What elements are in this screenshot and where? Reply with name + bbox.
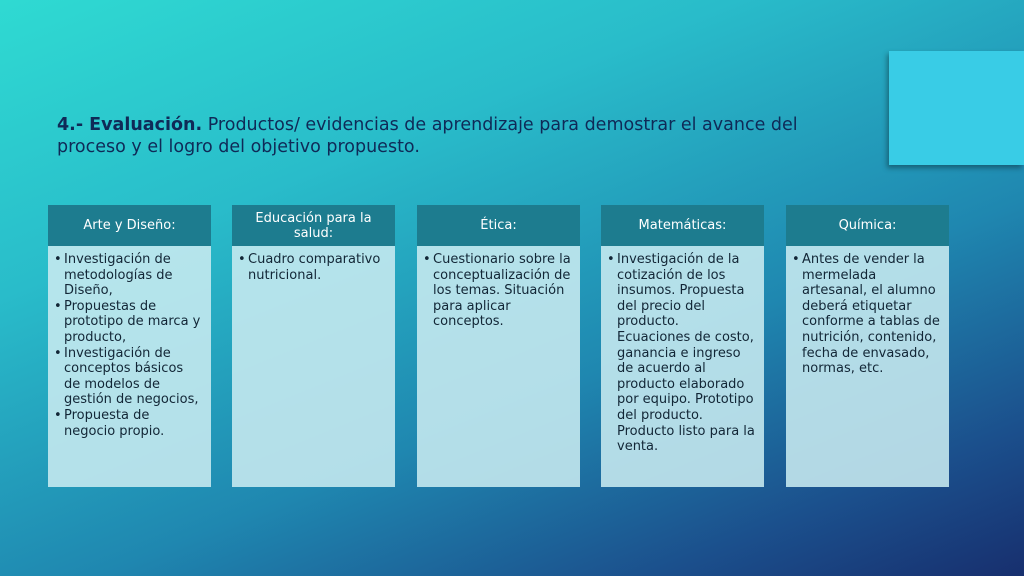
list-item: • Investigación de metodologías de Diseño, [54, 252, 203, 299]
column-body [601, 246, 764, 487]
column-body [48, 246, 211, 487]
title-lead: 4.- Evaluación. [57, 115, 203, 135]
column-header: Educación para la salud: [232, 205, 395, 246]
column-quimica [786, 205, 949, 487]
column-header: Matemáticas: [601, 205, 764, 246]
list-item: • Investigación de conceptos básicos de modelos de gestión de negocios, [54, 346, 203, 408]
column-etica [417, 205, 580, 487]
column-body [417, 246, 580, 487]
list-item: • Antes de vender la mermelada artesanal, el alumno deberá etiquetar conforme a tablas de nutrición, contenido, fecha de envasado, normas, etc. [792, 252, 941, 377]
column-header: Arte y Diseño: [48, 205, 211, 246]
bullet-list [792, 252, 941, 377]
column-educacion-salud [232, 205, 395, 487]
title-text: Productos/ evidencias de aprendizaje para demostrar el avance del proceso y el logro del objetivo propuesto. [57, 115, 798, 157]
column-header: Química: [786, 205, 949, 246]
column-header: Ética: [417, 205, 580, 246]
column-arte-diseno [48, 205, 211, 487]
decorative-corner-box [889, 51, 1024, 165]
list-item: • Propuesta de negocio propio. [54, 408, 203, 439]
column-matematicas [601, 205, 764, 487]
column-body [786, 246, 949, 487]
list-item: • Investigación de la cotización de los insumos. Propuesta del precio del producto. Ecuaciones de costo, ganancia e ingreso de acuerdo al producto elaborado por equipo. Prototipo del producto. Producto listo para la venta. [607, 252, 756, 455]
list-item: • Cuadro comparativo nutricional. [238, 252, 387, 283]
bullet-list [423, 252, 572, 330]
list-item: • Cuestionario sobre la conceptualización de los temas. Situación para aplicar conceptos. [423, 252, 572, 330]
list-item: • Propuestas de prototipo de marca y producto, [54, 299, 203, 346]
bullet-list [238, 252, 387, 283]
column-body [232, 246, 395, 487]
bullet-list [607, 252, 756, 455]
slide-title [57, 114, 817, 158]
bullet-list [54, 252, 203, 439]
